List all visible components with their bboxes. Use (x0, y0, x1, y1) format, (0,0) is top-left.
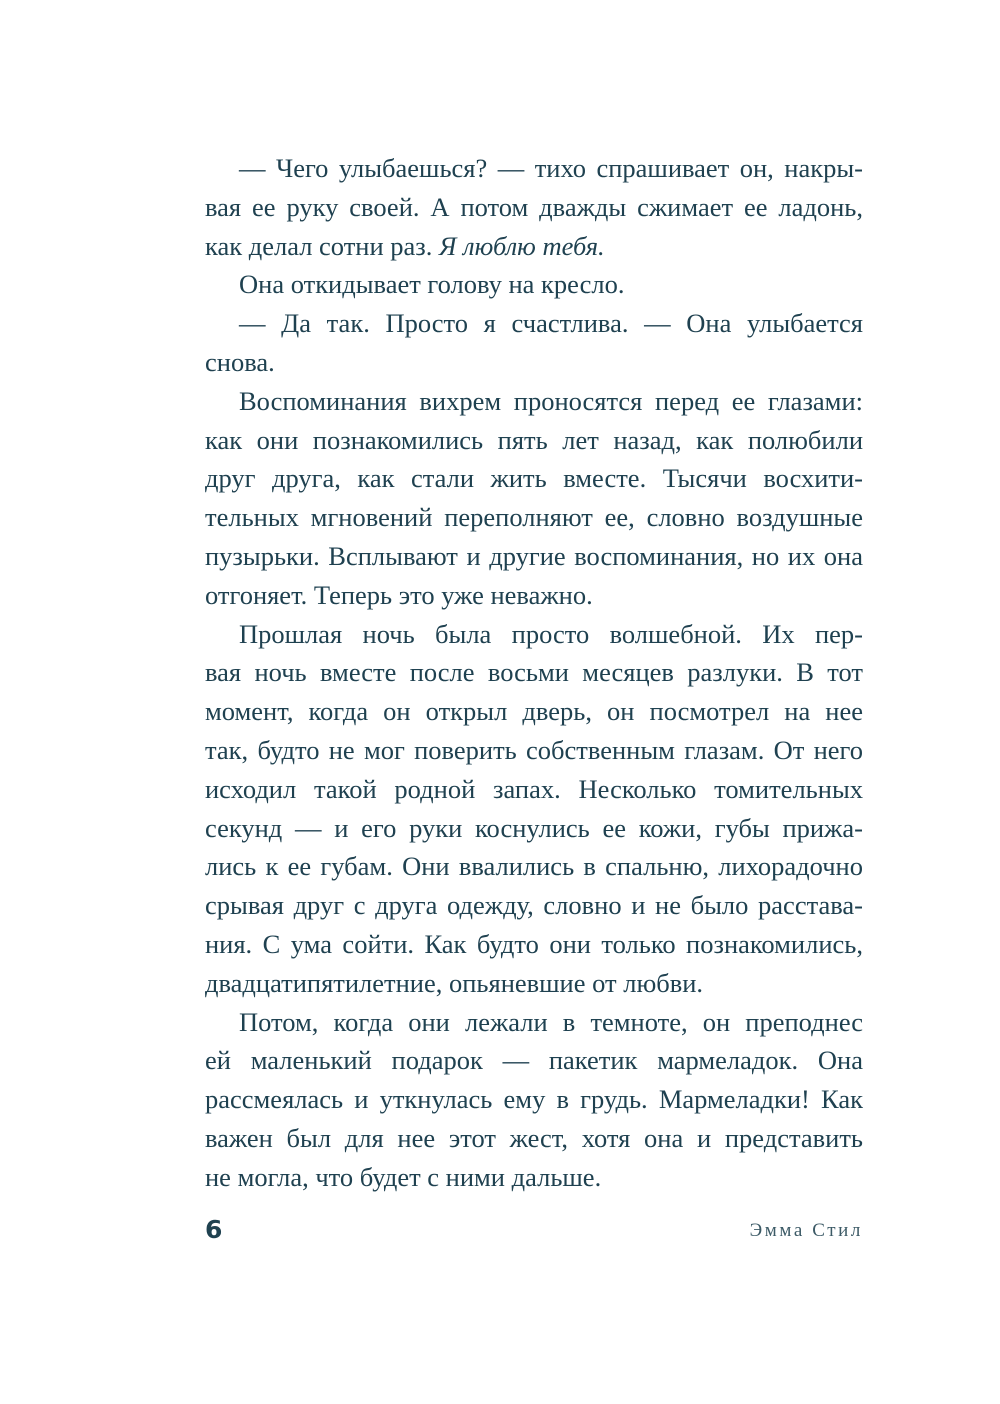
text-line: Прошлая ночь была просто волшебной. Их пер- (239, 618, 863, 649)
text-line: вая ее руку своей. А потом дважды сжимает ее ладонь, (205, 191, 863, 222)
text-line: так, будто не мог поверить собственным глазам. От него (205, 734, 863, 765)
text-line: момент, когда он открыл дверь, он посмотрел на нее (205, 696, 863, 727)
italic-phrase: Я люблю тебя. (439, 230, 605, 261)
text-line: как они познакомились пять лет назад, как полюбили (205, 424, 863, 455)
text-line: вая ночь вместе после восьми месяцев разлуки. В тот (205, 657, 863, 688)
text-line: лись к ее губам. Они ввалились в спальню, лихорадочно (205, 851, 863, 882)
text-line: Воспоминания вихрем проносятся перед ее глазами: (239, 385, 863, 416)
text-line: пузырьки. Всплывают и другие воспоминания, но их она (205, 540, 863, 571)
text-line: ния. С ума сойти. Как будто они только познакомились, (205, 928, 863, 959)
text-line: тельных мгновений переполняют ее, словно воздушные (205, 502, 863, 533)
text-line: — Чего улыбаешься? — тихо спрашивает он, накры- (239, 153, 863, 183)
page-footer (205, 1214, 863, 1254)
text-line: отгоняет. Теперь это уже неважно. (205, 579, 593, 610)
paragraph-3 (205, 304, 863, 382)
text-line: важен был для нее этот жест, хотя она и представить (205, 1122, 863, 1153)
text-line: рассмеялась и уткнулась ему в грудь. Мармеладки! Как (205, 1084, 863, 1115)
body-text (205, 149, 863, 1197)
text-line: — Да так. Просто я счастлива. — Она улыбается (239, 308, 863, 339)
paragraph-2 (205, 265, 863, 304)
text-line: не могла, что будет с ними дальше. (205, 1161, 602, 1192)
text-line: секунд — и его руки коснулись ее кожи, губы прижа- (205, 812, 863, 843)
paragraph-4 (205, 382, 863, 615)
text-run: как делал сотни раз. (205, 230, 440, 261)
text-line (205, 227, 863, 266)
text-line: Она откидывает голову на кресло. (239, 269, 625, 300)
text-line: двадцатипятилетние, опьяневшие от любви. (205, 967, 704, 998)
text-line: исходил такой родной запах. Несколько томительных (205, 773, 863, 804)
text-line: срывая друг с друга одежду, словно и не было расстава- (205, 890, 863, 921)
running-head-author: Эмма Стил (749, 1220, 863, 1241)
text-line: Потом, когда они лежали в темноте, он преподнес (239, 1006, 863, 1037)
page-number: 6 (205, 1215, 223, 1244)
text-line: друг друга, как стали жить вместе. Тысячи восхити- (205, 463, 863, 494)
text-line: ей маленький подарок — пакетик мармеладок. Она (205, 1045, 863, 1076)
paragraph-6 (205, 1003, 863, 1197)
text-line: снова. (205, 346, 275, 377)
paragraph-5 (205, 615, 863, 1003)
paragraph-1 (205, 149, 863, 265)
